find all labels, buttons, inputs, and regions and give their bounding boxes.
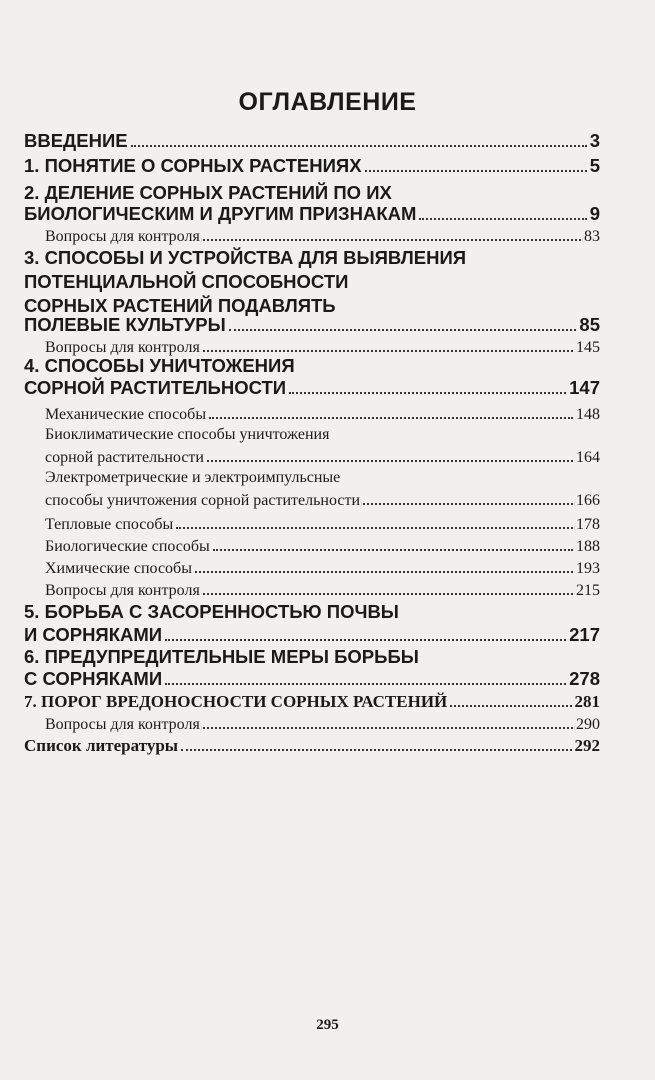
- toc-entry-page: 278: [569, 668, 600, 689]
- toc-entry-title: 1. ПОНЯТИЕ О СОРНЫХ РАСТЕНИЯХ: [24, 155, 362, 176]
- toc-entry-title-line: Электрометрические и электроимпульсные: [45, 469, 341, 486]
- leader-dots: [165, 639, 566, 641]
- toc-entry[interactable]: [45, 222, 600, 246]
- toc-entry-page: 83: [584, 228, 600, 245]
- toc-entry[interactable]: [45, 443, 600, 467]
- leader-dots: [195, 571, 573, 573]
- toc-entry-page: 145: [576, 339, 600, 356]
- toc-entry-page: 3: [589, 130, 600, 151]
- toc-entry-page: 164: [576, 449, 600, 466]
- toc-entry-page: 217: [569, 624, 600, 645]
- leader-dots: [213, 549, 573, 551]
- toc-entry[interactable]: [24, 688, 600, 712]
- toc-entry[interactable]: [24, 128, 600, 152]
- leader-dots: [363, 503, 573, 505]
- toc-entry[interactable]: [45, 576, 600, 600]
- toc-entry-title: И СОРНЯКАМИ: [24, 624, 163, 645]
- toc-title: ОГЛАВЛЕНИЕ: [238, 88, 417, 116]
- toc-entry[interactable]: [24, 153, 600, 177]
- toc-entry-title-line: ПОТЕНЦИАЛЬНОЙ СПОСОБНОСТИ: [24, 271, 349, 292]
- leader-dots: [165, 683, 566, 685]
- toc-entry-title: Химические способы: [45, 560, 192, 577]
- toc-entry-title: 7. ПОРОГ ВРЕДОНОСНОСТИ СОРНЫХ РАСТЕНИЙ: [24, 692, 448, 711]
- toc-entry-page: 281: [574, 692, 600, 711]
- toc-entry-title: ВВЕДЕНИЕ: [24, 130, 128, 151]
- leader-dots: [176, 527, 573, 529]
- toc-entry-page: 5: [589, 155, 600, 176]
- toc-entry-title-line: 6. ПРЕДУПРЕДИТЕЛЬНЫЕ МЕРЫ БОРЬБЫ: [24, 646, 419, 667]
- toc-entry-title: Механические способы: [45, 406, 207, 423]
- toc-entry-title: СОРНОЙ РАСТИТЕЛЬНОСТИ: [24, 377, 287, 398]
- toc-entry-title: способы уничтожения сорной растительности: [45, 492, 361, 509]
- toc-entry-page: 193: [576, 560, 600, 577]
- toc-entry[interactable]: [24, 732, 600, 756]
- toc-entry[interactable]: [45, 710, 600, 734]
- leader-dots: [209, 417, 573, 419]
- toc-entry-title: Вопросы для контроля: [45, 339, 200, 356]
- leader-dots: [203, 350, 573, 352]
- toc-entry[interactable]: [45, 333, 600, 357]
- toc-entry-page: 178: [576, 516, 600, 533]
- leader-dots: [203, 593, 573, 595]
- toc-entry-page: 148: [576, 406, 600, 423]
- leader-dots: [450, 705, 571, 707]
- toc-entry-page: 292: [574, 736, 600, 755]
- toc-entry-title: Вопросы для контроля: [45, 228, 200, 245]
- toc-entry[interactable]: [24, 375, 600, 399]
- toc-entry[interactable]: [24, 666, 600, 690]
- toc-entry[interactable]: [45, 554, 600, 578]
- toc-entry-title: Вопросы для контроля: [45, 716, 200, 733]
- toc-entry[interactable]: [45, 510, 600, 534]
- toc-entry[interactable]: [45, 486, 600, 510]
- toc-entry-title-line: 3. СПОСОБЫ И УСТРОЙСТВА ДЛЯ ВЫЯВЛЕНИЯ: [24, 247, 467, 268]
- leader-dots: [365, 170, 587, 172]
- leader-dots: [203, 239, 581, 241]
- toc-entry-page: 166: [576, 492, 600, 509]
- toc-entry-page: 188: [576, 538, 600, 555]
- toc-entry-page: 215: [576, 582, 600, 599]
- toc-entry-title-line: СОРНЫХ РАСТЕНИЙ ПОДАВЛЯТЬ: [24, 295, 336, 316]
- toc-entry-page: 290: [576, 716, 600, 733]
- toc-entry[interactable]: [45, 400, 600, 424]
- leader-dots: [229, 329, 577, 331]
- toc-entry-title-line: 2. ДЕЛЕНИЕ СОРНЫХ РАСТЕНИЙ ПО ИХ: [24, 182, 392, 203]
- toc-entry-page: 9: [589, 203, 600, 224]
- toc-entry-title-line: 5. БОРЬБА С ЗАСОРЕННОСТЬЮ ПОЧВЫ: [24, 601, 399, 622]
- leader-dots: [203, 727, 573, 729]
- toc-entry-title: Вопросы для контроля: [45, 582, 200, 599]
- toc-entry-title: сорной растительности: [45, 449, 204, 466]
- toc-entry-page: 147: [569, 377, 600, 398]
- toc-entry-title: Список литературы: [24, 736, 179, 755]
- toc-entry-page: 85: [579, 314, 600, 335]
- toc-entry[interactable]: [24, 622, 600, 646]
- toc-entry-title-line: 4. СПОСОБЫ УНИЧТОЖЕНИЯ: [24, 355, 295, 376]
- leader-dots: [181, 749, 571, 751]
- toc-entry-title: Тепловые способы: [45, 516, 174, 533]
- toc-entry-title: С СОРНЯКАМИ: [24, 668, 163, 689]
- leader-dots: [207, 460, 573, 462]
- toc-entry-title: Биологические способы: [45, 538, 210, 555]
- page-number: 295: [316, 1017, 339, 1033]
- toc-entry[interactable]: [45, 532, 600, 556]
- toc-entry-title: БИОЛОГИЧЕСКИМ И ДРУГИМ ПРИЗНАКАМ: [24, 203, 417, 224]
- toc-entry-title-line: Биоклиматические способы уничтожения: [45, 426, 330, 443]
- leader-dots: [419, 218, 586, 220]
- leader-dots: [289, 392, 566, 394]
- leader-dots: [131, 145, 587, 147]
- toc-entry-title: ПОЛЕВЫЕ КУЛЬТУРЫ: [24, 314, 226, 335]
